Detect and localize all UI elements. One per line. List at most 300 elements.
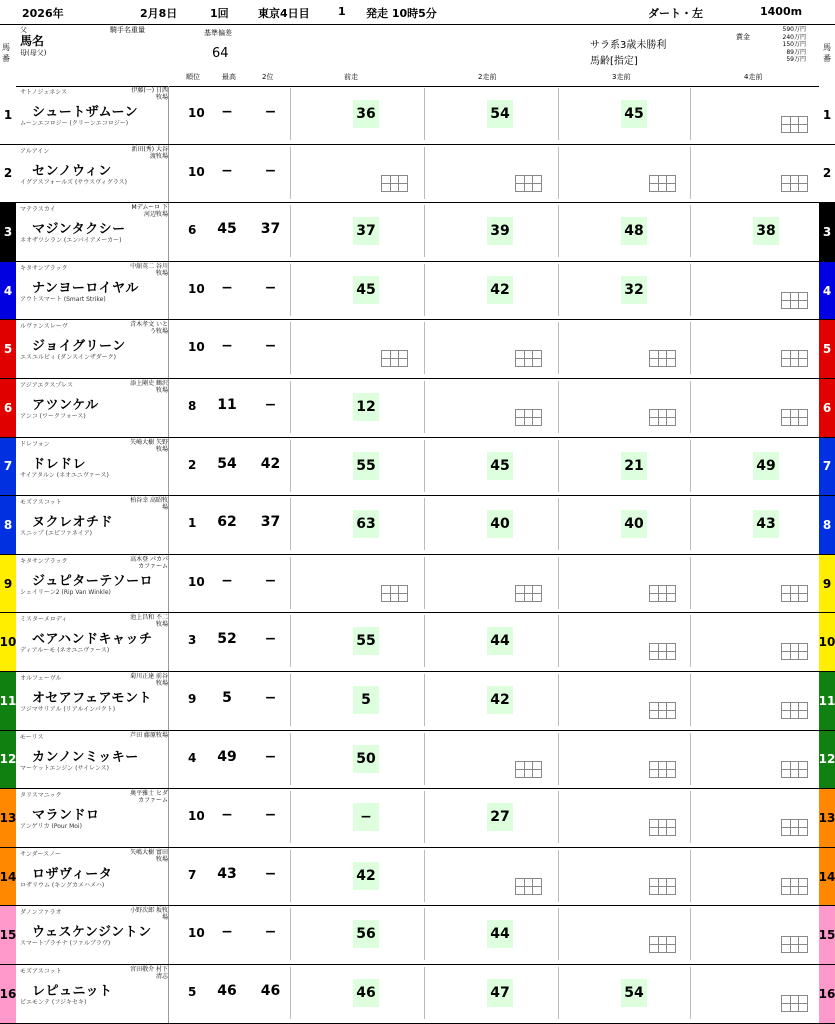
race-score: 12 [353, 393, 379, 421]
horse-row [0, 438, 835, 497]
rank-value: 10 [188, 926, 205, 941]
prize-1: 590万円 [782, 26, 806, 33]
race-score: 42 [487, 686, 513, 714]
past-race-2 [424, 264, 557, 316]
rank-value: 4 [188, 750, 197, 765]
empty-race-grid [649, 878, 676, 895]
dam-name: サイアタルン (ネオユニヴァース) [20, 471, 109, 479]
empty-race-grid [649, 585, 676, 602]
race-score: 40 [487, 510, 513, 538]
post-number-left: 5 [0, 320, 16, 378]
best-value: − [221, 924, 233, 941]
past-race-4 [690, 908, 805, 960]
prize-2: 240万円 [782, 33, 806, 41]
race-score: 44 [487, 920, 513, 948]
second-value: 46 [260, 983, 281, 999]
second-value: 37 [260, 221, 281, 238]
horse-info [18, 848, 169, 906]
post-number-right: 4 [819, 262, 835, 320]
past-race-4 [690, 264, 805, 316]
race-score: 44 [487, 627, 513, 655]
column-header [0, 24, 835, 87]
horse-row [0, 965, 835, 1024]
past-race-3 [558, 440, 691, 492]
post-number-left: 4 [0, 262, 16, 320]
race-score: 63 [353, 510, 379, 538]
horse-name: ヌクレオチド [32, 515, 114, 531]
sire-name: サンダースノー [20, 850, 61, 858]
race-score: 38 [753, 217, 779, 245]
best-label: 最高 [222, 73, 236, 81]
horse-row [0, 145, 835, 204]
jockey-owner: 池上昌和 不二牧場 [130, 614, 168, 629]
jockey-owner: 添上剛史 鶴沢牧場 [130, 380, 168, 394]
past-race-1 [290, 498, 423, 550]
empty-race-grid [781, 819, 808, 836]
rank-label: 順位 [186, 73, 200, 81]
best-value: − [221, 807, 233, 824]
past-race-1 [290, 322, 423, 374]
race-title: サラ系3歳未勝利 [590, 40, 667, 51]
race-header [0, 0, 835, 25]
post-number-left: 7 [0, 438, 16, 496]
empty-race-grid [781, 995, 808, 1012]
past-race-2 [424, 967, 557, 1019]
past-race-2 [424, 557, 557, 609]
dam-name: スニップ (エピファネイア) [20, 530, 92, 538]
dam-name: ロザリウム (キングカメハメハ) [20, 881, 105, 889]
sire-name: モズアスコット [20, 499, 62, 507]
second-value: − [264, 572, 277, 589]
r4-label: 4走前 [744, 73, 763, 81]
rank-value: 10 [188, 340, 205, 355]
past-race-2 [424, 205, 557, 257]
horse-name: ベアハンドキャッチ [32, 632, 153, 648]
horse-info [18, 731, 169, 789]
second-value: − [264, 279, 277, 296]
jockey-owner: 高木登 パカパカファーム [130, 555, 168, 570]
empty-race-grid [649, 643, 676, 660]
horse-row [0, 672, 835, 731]
past-race-3 [558, 791, 691, 843]
past-race-1 [290, 557, 423, 609]
second-value: − [264, 748, 277, 765]
best-value: − [221, 104, 233, 120]
post-number-left: 16 [0, 965, 16, 1023]
horse-row [0, 379, 835, 438]
post-number-left: 12 [0, 731, 16, 789]
best-value: 43 [217, 865, 237, 882]
post-number-left: 3 [0, 203, 16, 261]
race-score: 27 [487, 803, 513, 831]
race-score: 37 [353, 217, 379, 245]
rank-value: 2 [188, 457, 197, 472]
best-value: 11 [217, 397, 237, 413]
year: 2026年 [22, 7, 64, 20]
post-number-right: 9 [819, 555, 835, 613]
past-race-1 [290, 908, 423, 960]
sire-name: ルヴァンスレーヴ [20, 323, 68, 331]
past-race-2 [424, 615, 557, 667]
horse-info [18, 379, 169, 437]
second-value: − [264, 690, 277, 706]
post-number-right: 13 [819, 789, 835, 847]
horse-name: センノウィン [32, 163, 112, 179]
past-race-4 [690, 205, 805, 257]
kai: 1回 [210, 7, 229, 20]
empty-race-grid [781, 702, 808, 719]
past-race-1 [290, 967, 423, 1019]
post-number-left: 13 [0, 789, 16, 847]
past-race-3 [558, 615, 691, 667]
race-score: 36 [353, 100, 379, 128]
jockey-owner: 伊藤(一) 日西牧場 [131, 87, 168, 101]
horse-info [18, 496, 169, 554]
jockey-owner: 矢崎大樹 矢野牧場 [130, 438, 168, 453]
rank-value: 5 [188, 985, 197, 999]
best-value: − [221, 279, 233, 296]
race-score: 42 [487, 276, 513, 304]
horse-row [0, 906, 835, 965]
rank-value: 7 [188, 867, 197, 882]
horse-name: マジンタクシー [32, 222, 126, 238]
best-value: 5 [222, 690, 232, 706]
empty-race-grid [381, 350, 408, 367]
post-number-left: 6 [0, 379, 16, 437]
past-race-1 [290, 147, 423, 199]
dam-name: ディアルーモ (ネオユニヴァース) [20, 647, 110, 655]
horse-name: ドレドレ [32, 456, 87, 472]
past-race-2 [424, 733, 557, 785]
r1-label: 前走 [344, 73, 358, 81]
empty-race-grid [649, 409, 676, 426]
past-race-1 [290, 674, 423, 726]
empty-race-grid [781, 761, 808, 778]
past-race-3 [558, 381, 691, 433]
race-score: 32 [621, 276, 647, 304]
dam-name: ピエモンテ (フジキセキ) [20, 999, 87, 1006]
rank-value: 3 [188, 633, 197, 648]
post-number-left: 1 [0, 86, 16, 144]
post-number-left: 14 [0, 848, 16, 906]
past-race-4 [690, 674, 805, 726]
sire-name: ダノンファラオ [20, 909, 62, 917]
past-race-4 [690, 440, 805, 492]
sire-name: モズアスコット [20, 968, 62, 975]
horse-info [18, 262, 169, 320]
dam-name: ムーンエコロジー (クリーンエコロジー) [20, 120, 129, 127]
race-score: 54 [621, 979, 647, 1007]
post-number-right: 6 [819, 379, 835, 437]
empty-race-grid [781, 175, 808, 192]
post-number-left: 11 [0, 672, 16, 730]
best-value: 62 [217, 514, 237, 531]
baba-label-right: 馬番 [823, 43, 831, 63]
second-value: − [264, 807, 277, 824]
horse-name: レピュニット [32, 984, 113, 999]
rank-value: 10 [188, 281, 205, 296]
past-race-3 [558, 88, 691, 140]
horse-info [18, 555, 169, 613]
horse-name: ジョイグリーン [32, 339, 126, 355]
second-value: − [264, 924, 277, 941]
sire-name: キタサンブラック [20, 264, 68, 272]
post-number-right: 8 [819, 496, 835, 554]
race-score: 50 [353, 745, 379, 773]
horse-row [0, 496, 835, 555]
jockey-owner: 新田(秀) 大谷渡牧場 [131, 145, 168, 160]
past-race-1 [290, 440, 423, 492]
jockey-owner: 柏谷幸 高昭牧場 [130, 497, 168, 512]
rank-value: 9 [188, 692, 197, 706]
empty-race-grid [515, 878, 542, 895]
horse-row [0, 789, 835, 848]
post-number-right: 5 [819, 320, 835, 378]
past-race-3 [558, 264, 691, 316]
empty-race-grid [649, 702, 676, 719]
race-score: 45 [353, 276, 379, 304]
empty-race-grid [381, 175, 408, 192]
best-value: − [221, 572, 233, 589]
dam-name: アンゲリカ (Pour Moi) [20, 823, 82, 831]
horse-row [0, 262, 835, 321]
past-race-2 [424, 674, 557, 726]
horse-info [18, 320, 169, 378]
prize-4: 89万円 [786, 48, 806, 56]
past-race-2 [424, 88, 557, 140]
race-score: 45 [487, 452, 513, 480]
empty-race-grid [781, 350, 808, 367]
jockey-owner: 宮田敬介 村下清志 [130, 966, 168, 980]
race-number: 1 [338, 5, 346, 18]
sire-name: オルフェーヴル [20, 675, 62, 682]
post-number-right: 3 [819, 203, 835, 261]
past-race-3 [558, 967, 691, 1019]
past-race-3 [558, 557, 691, 609]
prize-label: 賞金 [736, 33, 750, 41]
sire-name: ミスターメロディ [20, 616, 68, 624]
race-score: 5 [353, 686, 379, 714]
dam-name: ネオザツシラン (エンパイアメーカー) [20, 237, 122, 245]
race-score: 55 [353, 452, 379, 480]
past-race-1 [290, 205, 423, 257]
race-score: 43 [753, 510, 779, 538]
date: 2月8日 [140, 7, 178, 20]
jockey-owner: 中舘英二 谷川牧場 [130, 262, 168, 277]
past-race-2 [424, 147, 557, 199]
horse-info [18, 906, 169, 964]
past-race-2 [424, 440, 557, 492]
sire-name: タリスマニック [20, 792, 62, 800]
empty-race-grid [781, 936, 808, 953]
past-race-3 [558, 147, 691, 199]
horse-info [18, 438, 169, 496]
post-number-right: 16 [819, 965, 835, 1023]
dam-name: フジマサリアル (リアルインパクト) [20, 706, 116, 713]
empty-race-grid [515, 350, 542, 367]
jockey-owner: Mデムーロ 下河辺牧場 [131, 204, 168, 219]
post-number-right: 1 [819, 86, 835, 144]
r2-label: 2走前 [478, 73, 497, 81]
prize-5: 59万円 [786, 56, 806, 63]
past-race-4 [690, 381, 805, 433]
post-number-left: 2 [0, 145, 16, 203]
empty-race-grid [515, 409, 542, 426]
past-race-2 [424, 850, 557, 902]
second-value: − [264, 104, 277, 120]
jockey-owner: 奥平雅士 ヒダカファーム [130, 790, 168, 805]
best-value: 52 [217, 631, 237, 648]
prize-3: 150万円 [782, 41, 806, 48]
sire-name: サトノジェネシス [20, 89, 68, 96]
empty-race-grid [649, 350, 676, 367]
horse-name: ロザヴィータ [32, 866, 113, 882]
rank-value: 10 [188, 574, 205, 589]
second-value: − [264, 631, 277, 648]
horse-row [0, 320, 835, 379]
past-race-4 [690, 88, 805, 140]
race-score: 42 [353, 862, 379, 890]
best-value: 45 [217, 221, 237, 238]
past-race-4 [690, 791, 805, 843]
second-value: − [264, 338, 277, 355]
past-race-1 [290, 615, 423, 667]
past-race-3 [558, 322, 691, 374]
empty-race-grid [649, 819, 676, 836]
horse-info [18, 86, 169, 144]
past-race-2 [424, 498, 557, 550]
dam-name: マーケットエンジン (サイレンス) [20, 764, 109, 772]
horse-info [18, 672, 169, 730]
horse-info [18, 789, 169, 847]
post-number-left: 9 [0, 555, 16, 613]
past-race-1 [290, 850, 423, 902]
empty-race-grid [781, 116, 808, 133]
best-value: 49 [217, 748, 237, 765]
rank-value: 8 [188, 399, 197, 413]
past-race-1 [290, 88, 423, 140]
sire-name: マテラスカイ [20, 206, 56, 214]
past-race-3 [558, 674, 691, 726]
race-score: 54 [487, 100, 513, 128]
empty-race-grid [515, 585, 542, 602]
post-number-right: 12 [819, 731, 835, 789]
horse-name: ウェスケンジントン [32, 925, 152, 941]
sire-name: モーリス [20, 733, 44, 741]
past-race-4 [690, 615, 805, 667]
past-race-2 [424, 791, 557, 843]
empty-race-grid [649, 936, 676, 953]
horse-info [18, 145, 169, 203]
past-race-3 [558, 850, 691, 902]
empty-race-grid [515, 761, 542, 778]
past-race-3 [558, 733, 691, 785]
horse-row [0, 555, 835, 614]
past-race-1 [290, 791, 423, 843]
jockey-owner: 小野次郎 坂牧場 [130, 907, 168, 922]
r3-label: 3走前 [612, 73, 631, 81]
past-race-2 [424, 908, 557, 960]
race-score: 55 [353, 627, 379, 655]
rank-value: 10 [188, 164, 205, 179]
second-value: − [264, 397, 277, 413]
rank-value: 10 [188, 106, 205, 120]
second-value: 37 [260, 514, 281, 531]
post-number-right: 14 [819, 848, 835, 906]
past-race-4 [690, 850, 805, 902]
rank-value: 10 [188, 809, 205, 824]
race-score: 47 [487, 979, 513, 1007]
empty-race-grid [649, 175, 676, 192]
race-score: 45 [621, 100, 647, 128]
race-score: 39 [487, 217, 513, 245]
dam-name: アウトスマート (Smart Strike) [20, 295, 106, 303]
horse-info [18, 203, 169, 261]
past-race-3 [558, 205, 691, 257]
dam-name: シェイリーン2 (Rip Van Winkle) [20, 588, 111, 596]
best-value: 54 [217, 455, 237, 472]
horse-name: アツンケル [32, 398, 99, 413]
rank-value: 6 [188, 223, 197, 238]
sire-name: アルアイン [20, 147, 50, 155]
post-number-right: 15 [819, 906, 835, 964]
name-label: 馬名 [20, 34, 45, 48]
horse-row [0, 848, 835, 907]
sire-name: ドレフォン [20, 440, 50, 448]
race-score: − [353, 803, 379, 831]
post-number-right: 11 [819, 672, 835, 730]
past-race-1 [290, 381, 423, 433]
second-value: − [264, 162, 277, 179]
horse-name: オセアフェアモント [32, 691, 152, 706]
base-value: 64 [212, 46, 229, 61]
baba-label: 馬番 [2, 43, 10, 63]
empty-race-grid [515, 175, 542, 192]
empty-race-grid [381, 585, 408, 602]
past-race-4 [690, 322, 805, 374]
dam-name: アンコ (ワークフォース) [20, 413, 86, 420]
past-race-4 [690, 557, 805, 609]
best-value: − [221, 338, 233, 355]
horse-name: ジュピターテソーロ [32, 573, 154, 589]
empty-race-grid [781, 585, 808, 602]
distance: 1400m [760, 5, 803, 18]
horse-row [0, 86, 835, 145]
past-race-1 [290, 733, 423, 785]
base-label: 基準偏差 [204, 29, 232, 37]
past-race-2 [424, 322, 557, 374]
race-score: 49 [753, 452, 779, 480]
horse-name: カンノンミッキー [32, 749, 139, 765]
best-value: 46 [217, 983, 237, 999]
dam-name: スマートプラチナ (ファルブラヴ) [20, 940, 111, 948]
past-race-4 [690, 147, 805, 199]
race-score: 48 [621, 217, 647, 245]
dam-name: エスユルビィ (ダンスインザダーク) [20, 354, 116, 362]
dam-name: イグアスフォールズ (サウスヴィグラス) [20, 178, 127, 186]
past-race-3 [558, 498, 691, 550]
post-number-left: 8 [0, 496, 16, 554]
horse-row [0, 731, 835, 790]
horse-row [0, 613, 835, 672]
race-score: 21 [621, 452, 647, 480]
jockey-owner: 菊川正達 前谷牧場 [130, 673, 168, 687]
past-race-4 [690, 733, 805, 785]
empty-race-grid [781, 292, 808, 309]
empty-race-grid [781, 643, 808, 660]
jockey-owner: 芦田 藤原牧場 [130, 731, 168, 739]
start-time: 発走 10時5分 [366, 7, 437, 20]
